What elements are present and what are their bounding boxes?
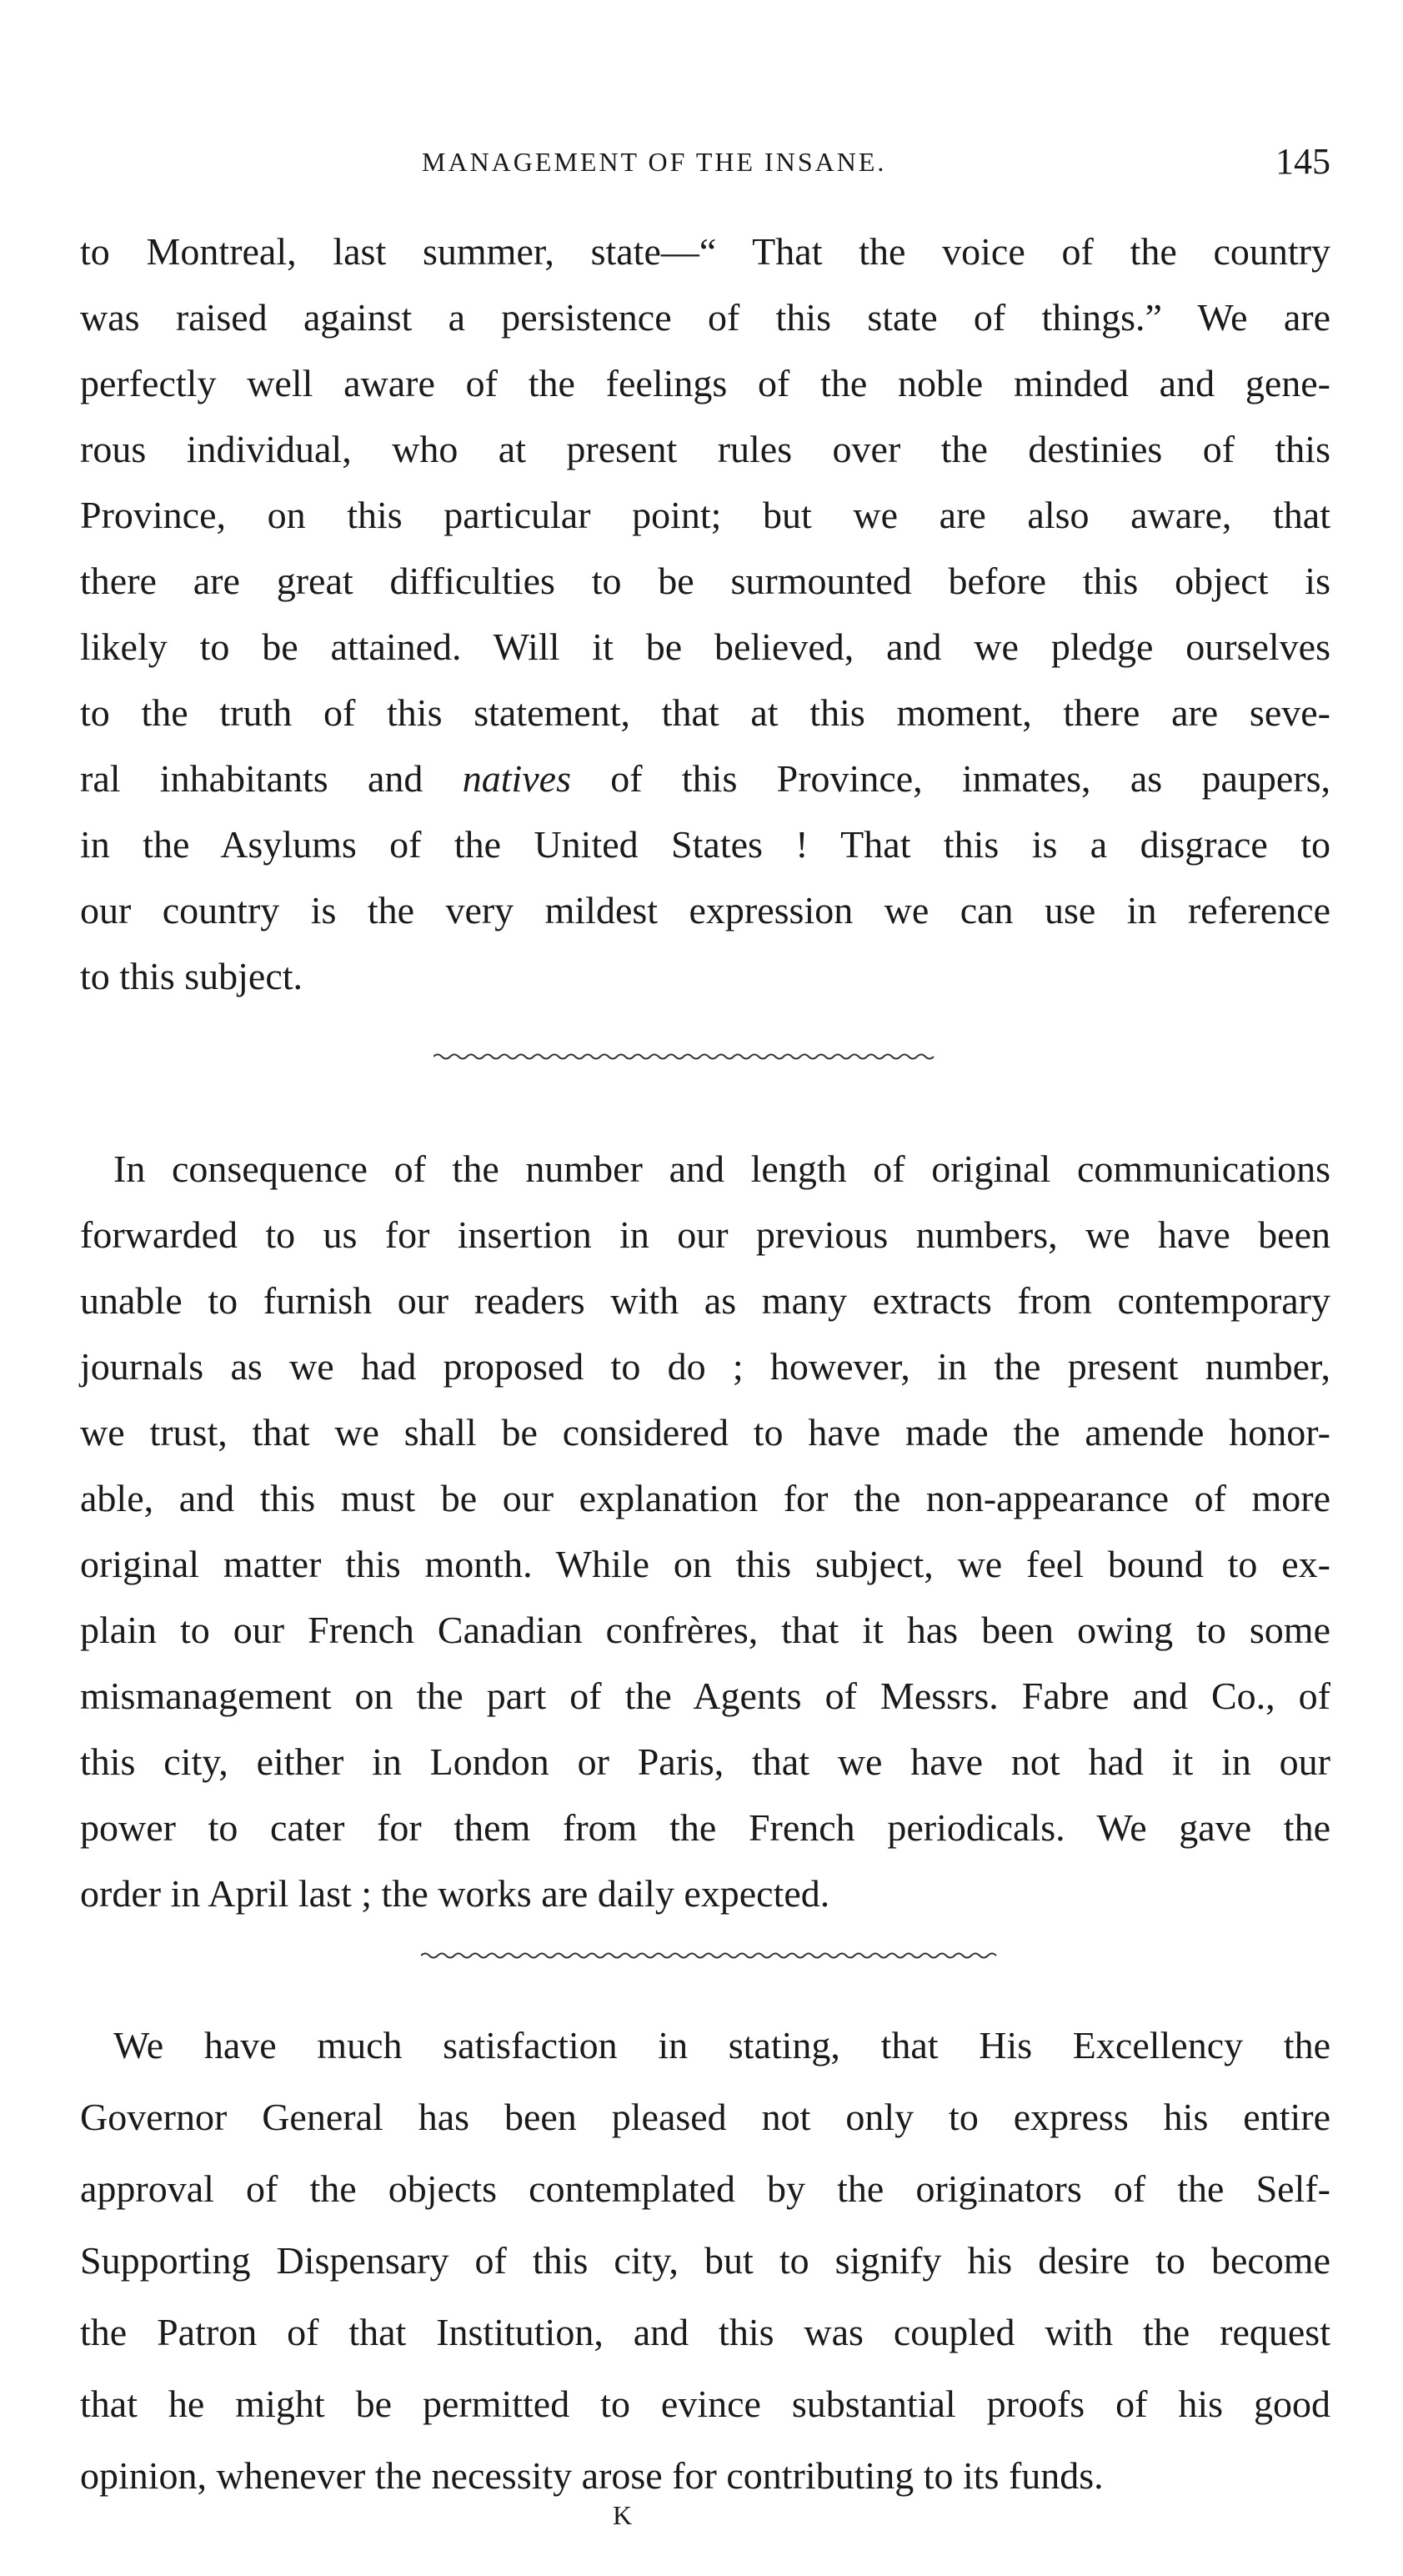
text-line: power to cater for them from the French periodicals. We gave the xyxy=(80,1806,1330,1849)
text-line: in the Asylums of the United States ! That this is a disgrace to xyxy=(80,823,1330,866)
running-head: MANAGEMENT OF THE INSANE. xyxy=(422,147,887,177)
italic-word: natives xyxy=(462,757,571,800)
text-line: Province, on this particular point; but we are also aware, that xyxy=(80,494,1330,536)
text-line: mismanagement on the part of the Agents of Messrs. Fabre and Co., of xyxy=(80,1675,1330,1717)
text-line: journals as we had proposed to do ; however, in the present number, xyxy=(80,1345,1330,1388)
text-line: opinion, whenever the necessity arose for contributing to its funds. xyxy=(80,2454,1104,2497)
text-line: that he might be permitted to evince substantial proofs of his good xyxy=(80,2383,1330,2425)
text-line: was raised against a persistence of this state of things.” We are xyxy=(80,296,1330,339)
text-line: original matter this month. While on this subject, we feel bound to ex- xyxy=(80,1543,1330,1585)
text-line: plain to our French Canadian confrères, that it has been owing to some xyxy=(80,1609,1330,1651)
page-header xyxy=(80,140,1330,190)
text-line: we trust, that we shall be considered to have made the amende honor- xyxy=(80,1411,1330,1454)
text-line: our country is the very mildest expression we can use in reference xyxy=(80,889,1330,931)
text-line: able, and this must be our explanation for the non-appearance of more xyxy=(80,1477,1330,1519)
text-line: the Patron of that Institution, and this was coupled with the request xyxy=(80,2311,1330,2353)
text-line: likely to be attained. Will it be believed, and we pledge ourselves xyxy=(80,625,1330,668)
text-line: Supporting Dispensary of this city, but to signify his desire to become xyxy=(80,2239,1330,2282)
text-segment: ral inhabitants and xyxy=(80,757,463,800)
signature-mark: K xyxy=(613,2500,634,2530)
paragraph-3 xyxy=(80,2010,1330,2512)
text-line: there are great difficulties to be surmounted before this object is xyxy=(80,560,1330,602)
text-line: rous individual, who at present rules over the destinies of this xyxy=(80,428,1330,470)
text-line: order in April last ; the works are daily expected. xyxy=(80,1872,830,1915)
text-line: unable to furnish our readers with as many extracts from contemporary xyxy=(80,1279,1330,1322)
text-line: In consequence of the number and length of original communications xyxy=(113,1147,1330,1190)
text-line: to Montreal, last summer, state—“ That the voice of the country xyxy=(80,230,1330,273)
wavy-divider xyxy=(421,1951,1005,1960)
text-line: approval of the objects contemplated by the originators of the Self- xyxy=(80,2167,1330,2210)
text-line: forwarded to us for insertion in our previous numbers, we have been xyxy=(80,1213,1330,1256)
wavy-divider xyxy=(433,1052,942,1061)
text-segment: of this Province, inmates, as paupers, xyxy=(570,757,1330,800)
text-line: perfectly well aware of the feelings of the noble minded and gene- xyxy=(80,362,1330,404)
text-line: to the truth of this statement, that at this moment, there are seve- xyxy=(80,691,1330,734)
text-line: this city, either in London or Paris, that we have not had it in our xyxy=(80,1740,1330,1783)
paragraph-1 xyxy=(80,218,1330,1009)
text-line: We have much satisfaction in stating, that His Excellency the xyxy=(113,2024,1330,2066)
text-line xyxy=(80,746,1330,811)
text-line: Governor General has been pleased not only to express his entire xyxy=(80,2096,1330,2138)
page-number: 145 xyxy=(1275,141,1330,182)
text-line: to this subject. xyxy=(80,955,303,997)
paragraph-2 xyxy=(80,1136,1330,1926)
